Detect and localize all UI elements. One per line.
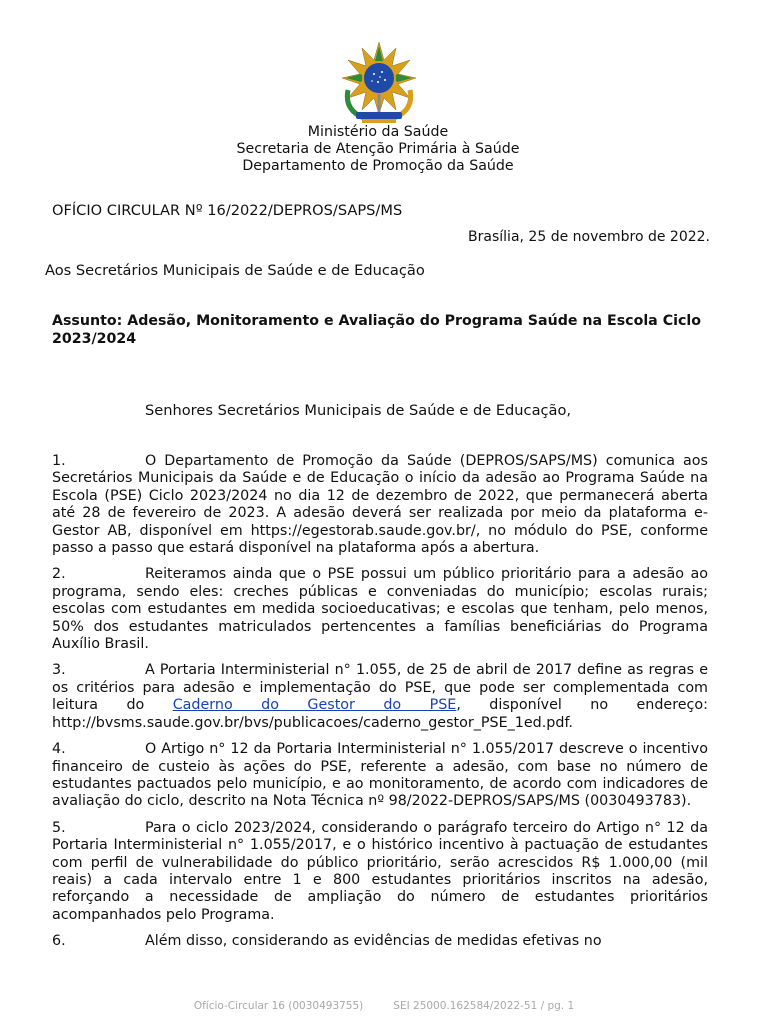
footer-sei-page: SEI 25000.162584/2022-51 / pg. 1 [393, 1000, 575, 1012]
header-department: Departamento de Promoção da Saúde [242, 158, 514, 174]
paragraph-text: O Artigo n° 12 da Portaria Interministerial n° 1.055/2017 descreve o incentivo financeiro de custeio às ações do PSE, referente a adesão, com base no número de estudantes pactuados pelo município, e ao monitoramento, de acordo com indicadores de avaliação do ciclo, descrito na Nota Técnica nº 98/2022-DEPROS/SAPS/MS (0030493783). [52, 741, 708, 810]
paragraph-number: 1. [52, 453, 66, 469]
caderno-gestor-link[interactable]: Caderno do Gestor do PSE [172, 697, 457, 714]
paragraph-2 [52, 566, 708, 653]
paragraph-number: 2. [52, 566, 66, 583]
paragraph-1 [52, 453, 708, 557]
paragraph-number: 4. [52, 741, 66, 758]
brazil-coat-of-arms-icon [334, 40, 424, 126]
ministry-header [0, 124, 756, 175]
paragraph-4 [52, 741, 708, 811]
paragraph-number: 5. [52, 819, 66, 836]
document-date: Brasília, 25 de novembro de 2022. [468, 229, 710, 245]
subject-line: Assunto: Adesão, Monitoramento e Avaliação do Programa Saúde na Escola Ciclo 2023/2024 [52, 313, 701, 347]
paragraph-number: 6. [52, 933, 66, 950]
page-footer [0, 1000, 768, 1012]
header-secretariat: Secretaria de Atenção Primária à Saúde [236, 141, 520, 157]
header-ministry: Ministério da Saúde [307, 124, 449, 140]
paragraph-number: 3. [52, 662, 66, 679]
greeting: Senhores Secretários Municipais de Saúde e de Educação, [145, 402, 572, 419]
paragraph-text: Para o ciclo 2023/2024, considerando o parágrafo terceiro do Artigo n° 12 da Portaria Interministerial n° 1.055/2017, e o histórico incentivo à pactuação de estudantes com perfil de vulnerabilidade do público prioritário, serão acrescidos R$ 1.000,00 (mil reais) a cada intervalo entre 1 e 800 estudantes prioritários inscritos na adesão, reforçando a necessidade de ampliação do número de estudantes prioritários acompanhados pelo Programa. [52, 819, 708, 923]
paragraph-6 [52, 933, 708, 950]
paragraph-text: O Departamento de Promoção da Saúde (DEPROS/SAPS/MS) comunica aos Secretários Municipais da Saúde e de Educação o início da adesão ao Programa Saúde na Escola (PSE) Ciclo 2023/2024 no dia 12 de dezembro de 2022, que permanecerá aberta até 28 de fevereiro de 2023. A adesão deverá ser realizada por meio da plataforma e-Gestor AB, disponível em https://egestorab.saude.gov.br/, no módulo do PSE, conforme passo a passo que estará disponível na plataforma após a abertura. [52, 453, 708, 557]
paragraph-5 [52, 820, 708, 924]
paragraph-3 [52, 662, 708, 732]
oficio-number: OFÍCIO CIRCULAR Nº 16/2022/DEPROS/SAPS/MS [52, 202, 403, 219]
paragraph-text: , disponível no endereço: http://bvsms.saude.gov.br/bvs/publicacoes/caderno_gestor_PSE_1ed.pdf. [52, 697, 708, 731]
footer-document-id: Ofício-Circular 16 (0030493755) [193, 1000, 364, 1012]
paragraph-text: Além disso, considerando as evidências de medidas efetivas no [145, 933, 602, 950]
paragraph-text: Reiteramos ainda que o PSE possui um público prioritário para a adesão ao programa, sendo eles: creches públicas e conveniadas do município; escolas rurais; escolas com estudantes em medida socioeducativas; e escolas que tenham, pelo menos, 50% dos estudantes matriculados pertencentes a famílias beneficiárias do Programa Auxílio Brasil. [52, 566, 708, 653]
addressee: Aos Secretários Municipais de Saúde e de Educação [45, 262, 425, 279]
paragraph-text: A Portaria Interministerial n° 1.055, de 25 de abril de 2017 define as regras e os critérios para adesão e implementação do PSE, que pode ser complementada com leitura do [52, 662, 708, 714]
document-body [52, 453, 708, 960]
